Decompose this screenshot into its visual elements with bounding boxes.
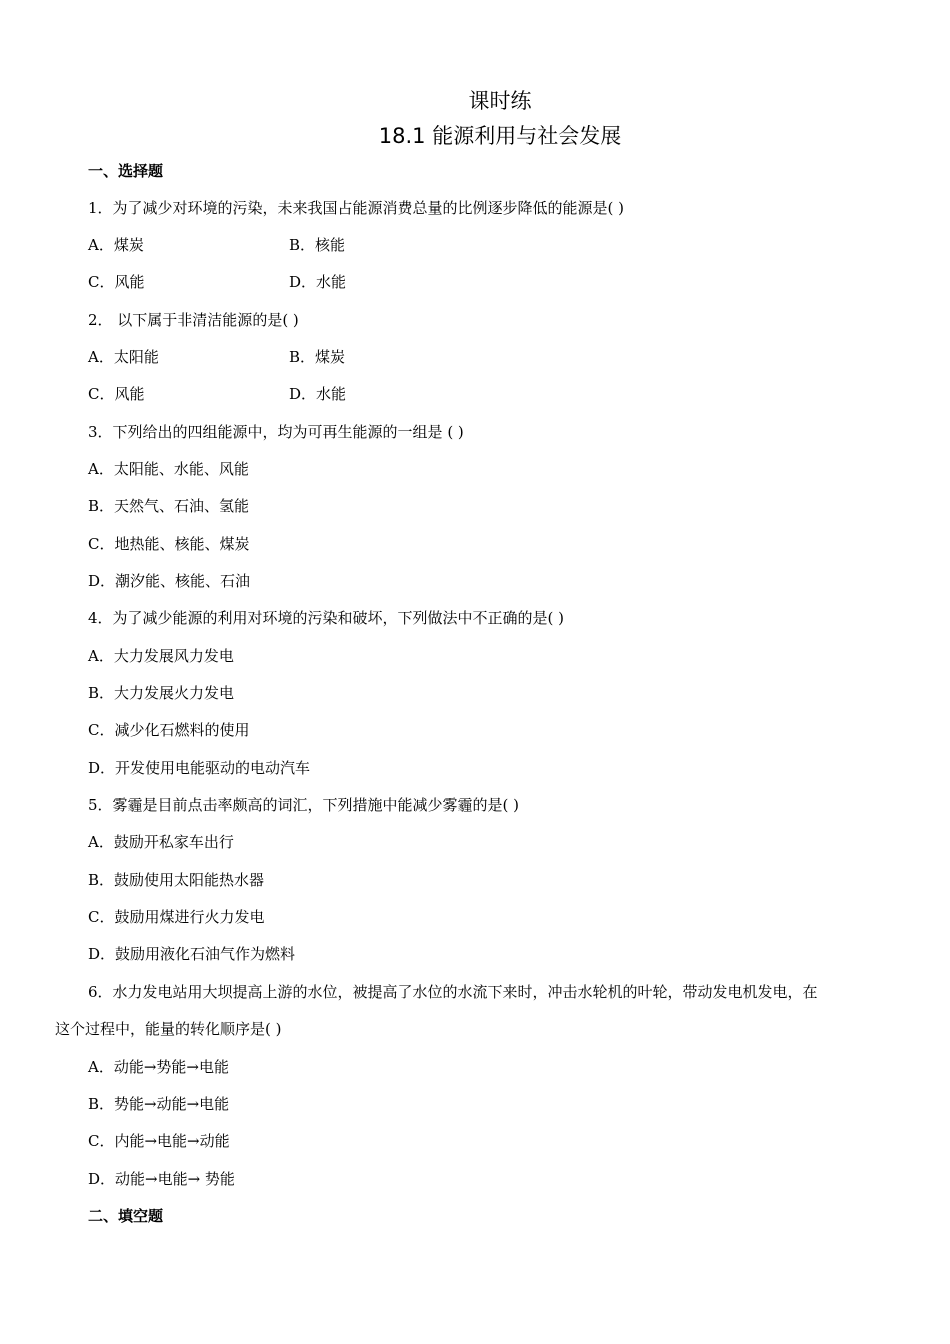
- question-4-option-a: A．大力发展风力发电: [88, 647, 234, 665]
- question-6-option-b: B．势能→动能→电能: [88, 1095, 230, 1113]
- question-6-option-c: C．内能→电能→动能: [88, 1132, 230, 1150]
- question-3-option-a: A．太阳能、水能、风能: [88, 460, 249, 478]
- question-3-option-b: B．天然气、石油、氢能: [88, 497, 250, 515]
- question-2-option-c: C．风能: [88, 385, 145, 403]
- question-5-option-c: C．鼓励用煤进行火力发电: [88, 908, 265, 926]
- section-heading-fill: 二、填空题: [88, 1207, 164, 1225]
- page-title: 课时练: [468, 89, 532, 113]
- question-1-option-b: B．核能: [289, 236, 346, 254]
- page-subtitle: 18.1 能源利用与社会发展: [378, 124, 622, 148]
- question-1-stem: 1．为了减少对环境的污染，未来我国占能源消费总量的比例逐步降低的能源是( ): [88, 199, 625, 217]
- question-3-stem: 3．下列给出的四组能源中，均为可再生能源的一组是 ( ): [88, 423, 464, 441]
- question-6-option-d: D．动能→电能→ 势能: [88, 1170, 235, 1188]
- question-2-option-d: D．水能: [289, 385, 347, 403]
- question-1-option-d: D．水能: [289, 273, 347, 291]
- question-6-option-a: A．动能→势能→电能: [88, 1058, 229, 1076]
- question-4-option-c: C．减少化石燃料的使用: [88, 721, 250, 739]
- question-3-option-d: D．潮汐能、核能、石油: [88, 572, 251, 590]
- question-3-option-c: C．地热能、核能、煤炭: [88, 535, 250, 553]
- question-4-option-b: B．大力发展火力发电: [88, 684, 235, 702]
- question-5-stem: 5．雾霾是目前点击率颇高的词汇，下列措施中能减少雾霾的是( ): [88, 796, 520, 814]
- question-6-stem-line-2: 这个过程中，能量的转化顺序是( ): [55, 1020, 282, 1038]
- question-2-stem: 2． 以下属于非清洁能源的是( ): [88, 311, 299, 329]
- question-4-option-d: D．开发使用电能驱动的电动汽车: [88, 759, 311, 777]
- question-1-option-a: A．煤炭: [88, 236, 144, 254]
- question-1-option-c: C．风能: [88, 273, 145, 291]
- question-5-option-a: A．鼓励开私家车出行: [88, 833, 234, 851]
- question-2-option-a: A．太阳能: [88, 348, 159, 366]
- question-6-stem-line-1: 6．水力发电站用大坝提高上游的水位，被提高了水位的水流下来时，冲击水轮机的叶轮，带动发电机发电，在: [88, 983, 818, 1001]
- question-2-option-b: B．煤炭: [289, 348, 346, 366]
- section-heading-choice: 一、选择题: [88, 162, 164, 180]
- question-4-stem: 4．为了减少能源的利用对环境的污染和破坏，下列做法中不正确的是( ): [88, 609, 565, 627]
- question-5-option-d: D．鼓励用液化石油气作为燃料: [88, 945, 296, 963]
- question-5-option-b: B．鼓励使用太阳能热水器: [88, 871, 265, 889]
